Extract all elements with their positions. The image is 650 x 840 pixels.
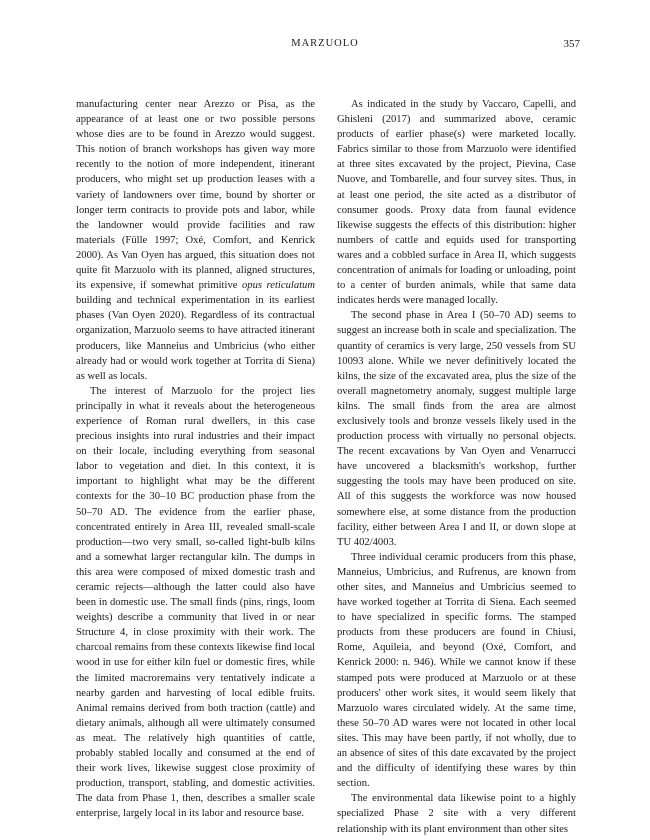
- right-column: [337, 97, 576, 837]
- page-header: [0, 38, 650, 54]
- left-paragraph-1-italic: opus reticulatum: [242, 280, 316, 292]
- right-paragraph-1: As indicated in the study by Vaccaro, Capelli, and Ghisleni (2017) and summarized above, ceramic products of earlier phase(s) were marketed locally. Fabrics similar to those from Marzuolo were identified at three sites excavated by the project, Pievina, Case Nuove, and Tombarelle, and four survey sites. Thus, in at least one period, the site acted as a distributor of consumer goods. Proxy data from faunal evidence likewise suggests the effects of this distribution: higher numbers of cattle and equids used for transporting wares and a cobbled surface in Area II, which suggests concentration of animals for loading or unloading, point to a center of burden animals, while that same data indicates herds were managed locally.: [337, 99, 576, 307]
- left-paragraph-1-end: building and technical experimentation in its earliest phases (Van Oyen 2020). Regardless of its contractual organization, Marzuolo seems to have attracted itinerant producers, like Manneius and Umbricius (who either already had or would work together at Torrita di Siena) as well as locals.: [76, 295, 315, 382]
- right-paragraph-4: The environmental data likewise point to a highly specialized Phase 2 site with a very different relationship with its plant environment than other sites: [337, 793, 576, 835]
- running-head: MARZUOLO: [291, 38, 359, 49]
- right-paragraph-2: The second phase in Area I (50–70 AD) seems to suggest an increase both in scale and specialization. The quantity of ceramics is very large, 250 vessels from SU 10093 alone. While we never definitively located the kilns, the size of the excavated area, plus the size of the overall magnetometry anomaly, suggest multiple large kilns. The small finds from the area are almost exclusively tools and bronze vessels likely used in the production process with virtually no personal objects. The recent excavations by Van Oyen and Venarrucci have uncovered a blacksmith's workshop, further suggesting the tools may have been produced on site. All of this suggests the workforce was now housed somewhere else, at some distance from the production facility, either between Area I and II, or down slope at TU 402/4003.: [337, 310, 576, 548]
- left-paragraph-2: The interest of Marzuolo for the project lies principally in what it reveals about the heterogeneous experience of Roman rural dwellers, in this case precious insights into rural industries and their impact on their locale, including everything from seasonal labor to vegetation and diet. In this context, it is important to highlight what may be the different contexts for the 30–10 BC production phase from the 50–70 AD. The evidence from the earlier phase, concentrated entirely in Area III, revealed small-scale production—two very small, so-called light-bulb kilns and a somewhat larger rectangular kiln. The dumps in this area were composed of mixed domestic trash and ceramic rejects—although the latter could also have been in domestic use. The small finds (pins, rings, loom weights) describe a community that lived in or near Structure 4, in close proximity with their work. The charcoal remains from these contexts likewise find local wood in use for either kiln fuel or domestic fires, while the limited macroremains very tentatively indicate a nearby garden and harvesting of local edible fruits. Animal remains derived from both traction (cattle) and dietary animals, although all were ultimately consumed as meat. The relatively high quantities of cattle, probably stabled locally and consumed at the end of their work lives, likewise suggest close proximity of production, transport, stabling, and domestic activities. The data from Phase 1, then, describes a smaller scale enterprise, largely local in its labor and resource base.: [76, 385, 315, 820]
- right-paragraph-3: Three individual ceramic producers from this phase, Manneius, Umbricius, and Rufrenus, are known from other sites, and Manneius and Umbricius seemed to have worked together at Torrita di Siena. Each seemed to have specialized in specific forms. The stamped products from these producers are found in Chiusi, Rome, Aquileia, and beyond (Oxé, Comfort, and Kenrick 2000: n. 946). While we cannot know if these stamped pots were produced at Marzuolo or at these producers' other work sites, it would seem likely that Marzuolo wares circulated widely. At the same time, these 50–70 AD wares were not located in other local sites. This may have been partly, if not wholly, due to an absence of sites of this date excavated by the project and the difficulty of identifying these wares by thin section.: [337, 551, 576, 790]
- left-paragraph-1-text: manufacturing center near Arezzo or Pisa, as the appearance of at least one or two possible persons whose dies are to be found in Arezzo would suggest. This notion of branch workshops has given way more recently to the notion of more independent, itinerant producers, who might set up production leases with a variety of landowners over time, bound by shorter or longer term contracts to provide pots and labor, while the landowner would provide facilities and raw materials (Fülle 1997; Oxé, Comfort, and Kenrick 2000). As Van Oyen has argued, this situation does not quite fit Marzuolo with its planned, aligned structures, its expensive, if somewhat primitive: [76, 99, 315, 292]
- left-column: [76, 97, 315, 822]
- left-paragraph-1: [76, 97, 315, 384]
- page-number: 357: [563, 38, 580, 50]
